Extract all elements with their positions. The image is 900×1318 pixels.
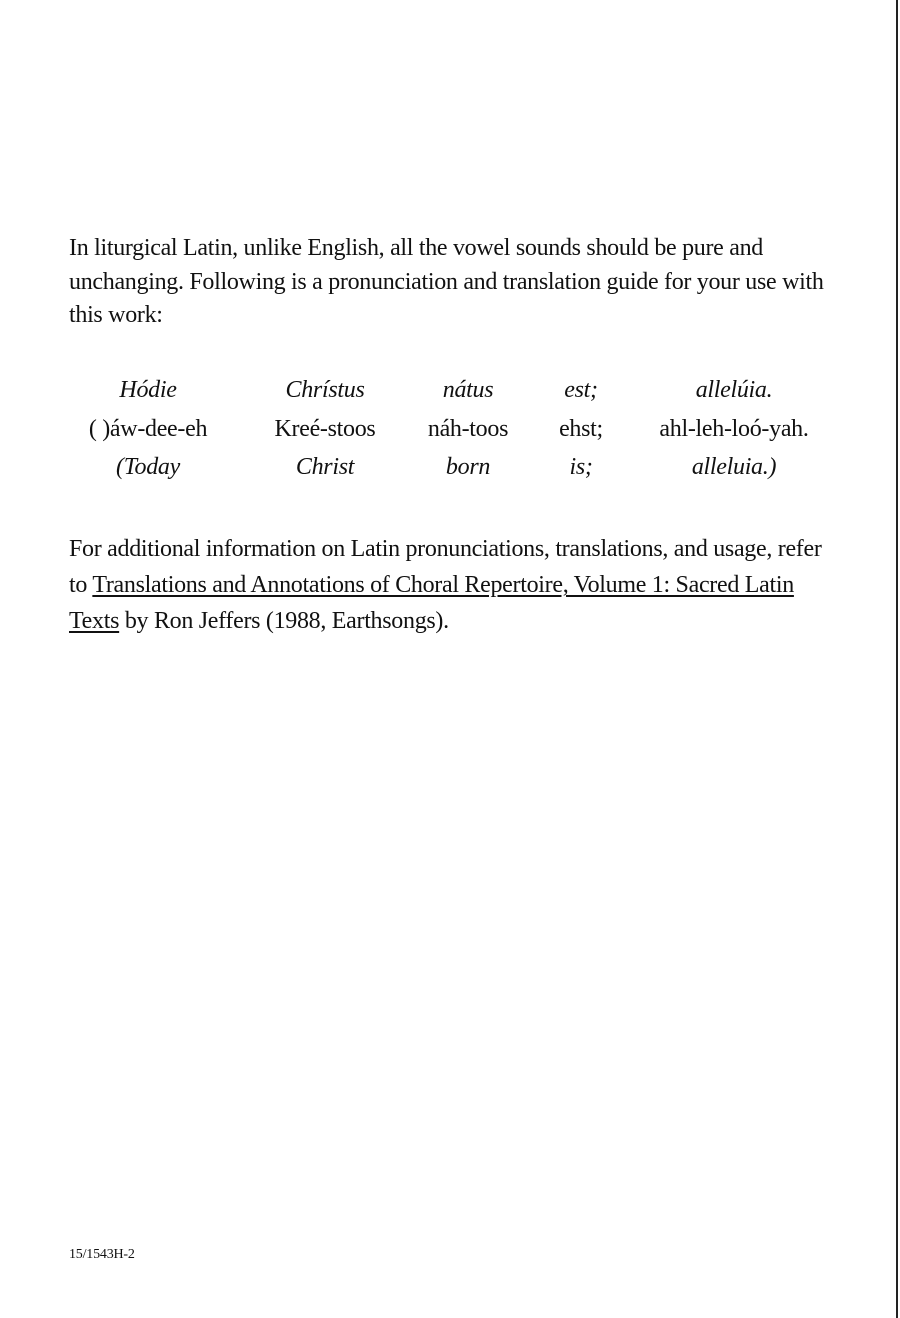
reference-paragraph: [69, 531, 829, 639]
translation-word: born: [445, 454, 491, 480]
latin-word: est;: [564, 377, 598, 403]
pronunciation-word: ( )áw-dee-eh: [88, 415, 208, 442]
intro-paragraph: In liturgical Latin, unlike English, all the vowel sounds should be pure and unchanging. Following is a pronunciation and translation guide for your use with this work:: [69, 235, 824, 328]
reference-tail-text: by Ron Jeffers (1988, Earthsongs).: [119, 608, 449, 634]
translation-row: [0, 450, 900, 489]
latin-word: Hódie: [119, 377, 177, 403]
latin-word: nátus: [442, 377, 494, 403]
translation-word: Christ: [295, 454, 355, 480]
reference-lead-text: For additional information on Latin pronunciations, translations, and usage, refer to: [69, 536, 822, 598]
latin-word: Chrístus: [285, 377, 365, 403]
pronunciation-word: náh-toos: [427, 415, 509, 442]
latin-text-row: [0, 373, 900, 412]
latin-word: allelúia.: [695, 377, 773, 403]
pronunciation-row: [0, 412, 900, 451]
book-title: Translations and Annotations of Choral Repertoire, Volume 1: Sacred Latin Texts: [69, 572, 794, 634]
catalog-code: 15/1543H-2: [69, 1247, 135, 1262]
translation-word: alleluia.): [691, 454, 777, 480]
translation-word: (Today: [116, 454, 180, 480]
translation-word: is;: [569, 454, 593, 480]
pronunciation-word: Kreé-stoos: [274, 415, 376, 442]
page-edge-rule: [896, 0, 898, 1318]
pronunciation-word: ahl-leh-loó-yah.: [659, 415, 809, 442]
pronunciation-guide-table: [0, 373, 900, 489]
pronunciation-word: ehst;: [559, 415, 603, 442]
